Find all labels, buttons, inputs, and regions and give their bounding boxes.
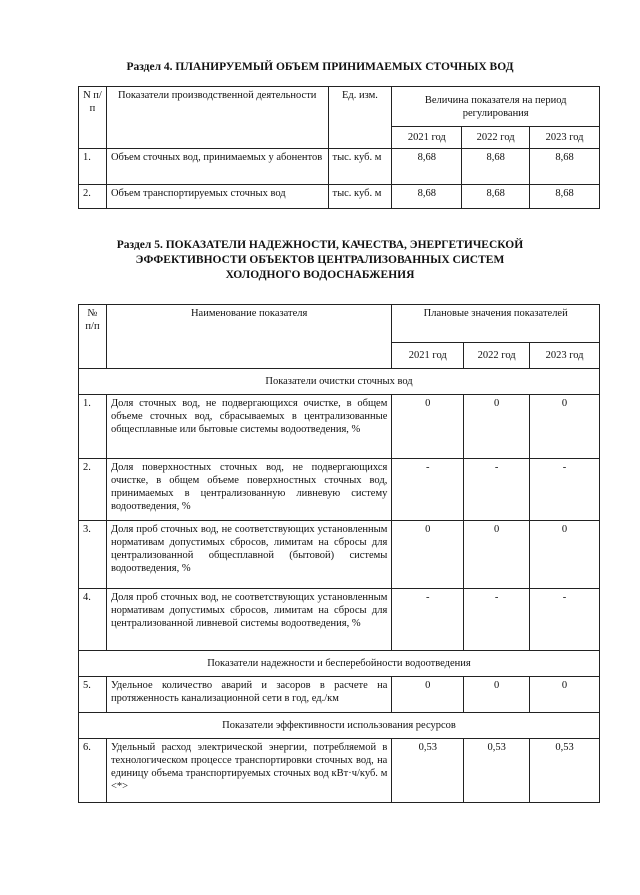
row-name: Удельный расход электрической энергии, потребляемой в технологическом процессе транспортировки сточных вод, на единицу объема транспортируемых сточных вод кВт·ч/куб. м <*> bbox=[106, 739, 391, 803]
row-num: 5. bbox=[79, 677, 107, 713]
section4-table bbox=[78, 86, 600, 209]
header-planned: Плановые значения показателей bbox=[392, 305, 600, 343]
row-value: 0,53 bbox=[530, 739, 600, 803]
row-value: 0 bbox=[464, 677, 530, 713]
row-value: - bbox=[464, 459, 530, 521]
row-value: - bbox=[392, 459, 464, 521]
row-num: 2. bbox=[79, 459, 107, 521]
row-value: 0,53 bbox=[392, 739, 464, 803]
row-name: Доля проб сточных вод, не соответствующих установленным нормативам допустимых сбросов, лимитам на сбросы для централизованной общесплавной (бытовой) системы водоотведения, % bbox=[106, 521, 391, 589]
row-value: 0 bbox=[464, 395, 530, 459]
header-unit: Ед. изм. bbox=[328, 87, 392, 149]
row-value: 0 bbox=[392, 677, 464, 713]
row-num: 1. bbox=[79, 395, 107, 459]
row-value: 0,53 bbox=[464, 739, 530, 803]
row-name: Доля поверхностных сточных вод, не подвергающихся очистке, в общем объеме поверхностных сточных вод, принимаемых в централизованную ливневую систему водоотведения, % bbox=[106, 459, 391, 521]
row-value: 8,68 bbox=[392, 185, 462, 209]
row-num: 4. bbox=[79, 589, 107, 651]
table-row bbox=[79, 395, 600, 459]
table-row bbox=[79, 677, 600, 713]
section5-title-line: ЭФФЕКТИВНОСТИ ОБЪЕКТОВ ЦЕНТРАЛИЗОВАННЫХ СИСТЕМ bbox=[135, 254, 505, 266]
year-header: 2021 год bbox=[392, 343, 464, 369]
year-header: 2023 год bbox=[530, 127, 600, 149]
header-num: № п/п bbox=[79, 305, 107, 369]
row-value: - bbox=[392, 589, 464, 651]
row-value: 0 bbox=[530, 395, 600, 459]
row-value: 0 bbox=[464, 521, 530, 589]
row-value: 8,68 bbox=[462, 149, 530, 185]
group-title: Показатели надежности и бесперебойности водоотведения bbox=[79, 651, 600, 677]
row-num: 3. bbox=[79, 521, 107, 589]
year-header: 2023 год bbox=[530, 343, 600, 369]
section5-table bbox=[78, 304, 600, 803]
section5-title bbox=[0, 238, 640, 283]
year-header: 2022 год bbox=[464, 343, 530, 369]
row-value: 0 bbox=[530, 677, 600, 713]
row-name: Доля проб сточных вод, не соответствующих установленным нормативам допустимых сбросов, лимитам на сбросы для централизованной ливневой системы водоотведения, % bbox=[106, 589, 391, 651]
row-name: Удельное количество аварий и засоров в расчете на протяженность канализационной сети в год, ед./км bbox=[106, 677, 391, 713]
section4-title: Раздел 4. ПЛАНИРУЕМЫЙ ОБЪЕМ ПРИНИМАЕМЫХ СТОЧНЫХ ВОД bbox=[126, 61, 514, 73]
row-value: - bbox=[530, 459, 600, 521]
group-title: Показатели эффективности использования ресурсов bbox=[79, 713, 600, 739]
group-title: Показатели очистки сточных вод bbox=[79, 369, 600, 395]
row-value: - bbox=[530, 589, 600, 651]
row-unit: тыс. куб. м bbox=[328, 185, 392, 209]
year-header: 2021 год bbox=[392, 127, 462, 149]
section5-title-line: ХОЛОДНОГО ВОДОСНАБЖЕНИЯ bbox=[225, 269, 415, 281]
row-name: Объем сточных вод, принимаемых у абонентов bbox=[106, 149, 328, 185]
year-header: 2022 год bbox=[462, 127, 530, 149]
table-row bbox=[79, 589, 600, 651]
table-row bbox=[79, 149, 600, 185]
row-unit: тыс. куб. м bbox=[328, 149, 392, 185]
row-value: 8,68 bbox=[530, 149, 600, 185]
row-num: 2. bbox=[79, 185, 107, 209]
row-num: 6. bbox=[79, 739, 107, 803]
table-row bbox=[79, 459, 600, 521]
row-num: 1. bbox=[79, 149, 107, 185]
row-value: - bbox=[464, 589, 530, 651]
row-name: Объем транспортируемых сточных вод bbox=[106, 185, 328, 209]
row-value: 0 bbox=[530, 521, 600, 589]
header-name: Наименование показателя bbox=[106, 305, 391, 369]
header-num: N п/п bbox=[79, 87, 107, 149]
row-value: 8,68 bbox=[462, 185, 530, 209]
row-value: 0 bbox=[392, 395, 464, 459]
table-row bbox=[79, 521, 600, 589]
row-value: 0 bbox=[392, 521, 464, 589]
row-name: Доля сточных вод, не подвергающихся очистке, в общем объеме сточных вод, сбрасываемых в централизованные общесплавные или бытовые системы водоотведения, % bbox=[106, 395, 391, 459]
row-value: 8,68 bbox=[392, 149, 462, 185]
section5-title-line: Раздел 5. ПОКАЗАТЕЛИ НАДЕЖНОСТИ, КАЧЕСТВА, ЭНЕРГЕТИЧЕСКОЙ bbox=[116, 239, 524, 251]
table-row bbox=[79, 739, 600, 803]
row-value: 8,68 bbox=[530, 185, 600, 209]
header-value: Величина показателя на период регулирования bbox=[392, 87, 600, 127]
table-row bbox=[79, 185, 600, 209]
header-indicator: Показатели производственной деятельности bbox=[106, 87, 328, 149]
